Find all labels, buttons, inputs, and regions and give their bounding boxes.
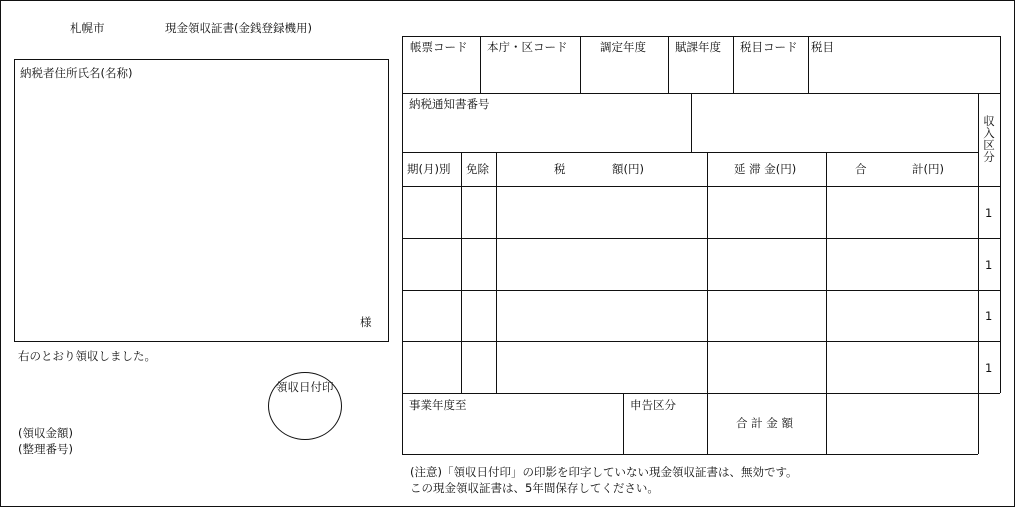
grid-line [461,152,462,393]
col-total-a: 合 [855,162,867,176]
declaration-label: 申告区分 [630,398,676,412]
grid-line [402,393,1000,394]
header-assessment-year: 調定年度 [600,40,646,54]
header-tax-code: 税目コード [740,40,798,54]
honorific-label: 様 [360,315,372,329]
grid-top-line [402,36,1000,37]
note-line-2: この現金領収証書は、5年間保存してください。 [410,481,659,495]
col-tax-amount-b: 額(円) [612,162,644,176]
grid-line [733,36,734,93]
grid-line [691,93,692,152]
col-late-fee: 延 滞 金(円) [734,162,797,176]
col-period: 期(月)別 [407,162,451,176]
grid-line [707,152,708,454]
total-amount-label: 合 計 金 額 [736,416,793,430]
row-category-3: 1 [985,309,993,323]
grid-line [826,152,827,454]
col-tax-amount-a: 税 [554,162,566,176]
form-title: 現金領収証書(金銭登録機用) [165,21,312,35]
grid-line [808,36,809,93]
city-name: 札幌市 [70,21,105,35]
taxpayer-box [14,59,389,342]
note-line-1: (注意)「領収日付印」の印影を印字していない現金領収証書は、無効です。 [410,465,798,479]
header-tax-item: 税目 [811,40,834,54]
grid-line [496,152,497,393]
grid-line [580,36,581,93]
fiscal-year-end-label: 事業年度至 [409,398,467,412]
header-office-code: 本庁・区コード [487,40,568,54]
col-total-b: 計(円) [912,162,944,176]
receipt-statement: 右のとおり領収しました。 [18,349,156,363]
grid-line [402,186,1000,187]
date-stamp-label: 領収日付印 [276,380,334,394]
header-levy-year: 賦課年度 [675,40,721,54]
receipt-amount-label: (領収金額) [18,426,73,440]
grid-line [623,393,624,454]
receipt-category-label: 収入区分 [983,114,995,164]
grid-line [402,93,1000,94]
taxpayer-label: 納税者住所氏名(名称) [20,66,133,80]
row-category-1: 1 [985,206,993,220]
notice-number-label: 納税通知書番号 [409,97,490,111]
row-category-4: 1 [985,361,993,375]
col-exemption: 免除 [466,162,489,176]
grid-right-line [1000,36,1001,393]
grid-line [978,93,979,454]
grid-line [402,341,1000,342]
grid-line [402,152,978,153]
row-category-2: 1 [985,258,993,272]
grid-bottom-line [402,454,978,455]
grid-left-line [402,36,403,454]
grid-line [668,36,669,93]
grid-line [480,36,481,93]
reference-number-label: (整理番号) [18,442,73,456]
header-form-code: 帳票コード [410,40,468,54]
grid-line [402,290,1000,291]
grid-line [402,238,1000,239]
